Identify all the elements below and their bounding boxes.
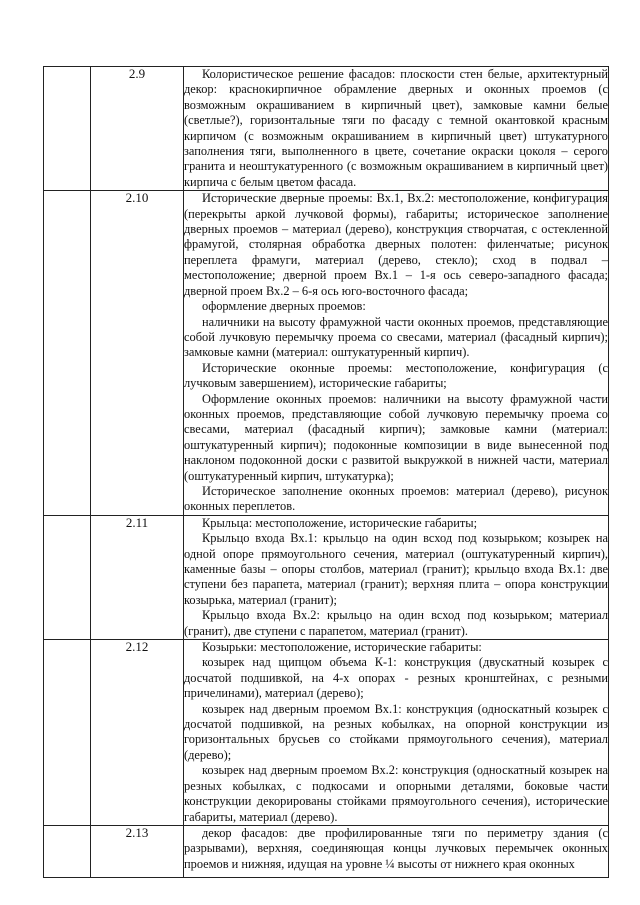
paragraph: Исторические оконные проемы: местоположение, конфигурация (с лучковым завершением), исторические габариты; bbox=[184, 360, 608, 391]
paragraph: Историческое заполнение оконных проемов: материал (дерево), рисунок оконных переплетов. bbox=[184, 483, 608, 514]
empty-cell bbox=[44, 67, 91, 191]
paragraph: Крыльцо входа Вх.1: крыльцо на один всход под козырьком; козырек на одной опоре прямоугольного сечения, материал (оштукатуренный кирпич), каменные базы – опоры столбов, материал (гранит); крыльцо входа Вх.1: две ступени без парапета, материал (гранит); верхняя плита – опора конструкции козырька, материал (гранит); bbox=[184, 531, 608, 607]
paragraph: козырек над дверным проемом Вх.1: конструкция (односкатный козырек с досчатой подшивкой, на резных кобылках, на опорной конструкции из горизонтальных брусьев со стойками прямоугольного сечения), материал (дерево); bbox=[184, 701, 608, 762]
paragraph: козырек над щипцом объема К-1: конструкция (двускатный козырек с досчатой подшивкой, на 4-х опорах - резных кронштейнах, с резными причелинами), материал (дерево); bbox=[184, 655, 608, 701]
table-row bbox=[44, 67, 609, 191]
paragraph: Крыльцо входа Вх.2: крыльцо на один всход под козырьком; материал (гранит), две ступени с парапетом, материал (гранит). bbox=[184, 608, 608, 638]
paragraph: Крыльца: местоположение, исторические габариты; bbox=[202, 515, 478, 530]
paragraph: козырек над дверным проемом Вх.2: конструкция (односкатный козырек на резных кобылках, с подкосами и опорными деталями, боковые части конструкции декорированы стойками прямоугольного сечения), исторические габариты, материал (дерево). bbox=[184, 763, 608, 824]
item-number: 2.13 bbox=[91, 825, 184, 877]
paragraph: наличники на высоту фрамужной части оконных проемов, представляющие собой лучковую перемычку проема со свесами, материал (фасадный кирпич); замковые камни (материал: оштукатуренный кирпич). bbox=[184, 314, 608, 360]
item-number: 2.10 bbox=[91, 191, 184, 516]
item-number: 2.9 bbox=[91, 67, 184, 191]
table-row bbox=[44, 825, 609, 877]
paragraph: декор фасадов: две профилированные тяги по периметру здания (с разрывами), верхняя, соединяющая концы лучковых перемычек оконных проемов и нижняя, идущая на уровне ¼ высоты от нижнего края оконных bbox=[184, 825, 608, 871]
specification-table bbox=[43, 66, 609, 878]
item-description bbox=[184, 515, 609, 639]
paragraph: Колористическое решение фасадов: плоскости стен белые, архитектурный декор: краснокирпичное обрамление дверных и оконных проемов (с возможным окрашиванием в кирпичный цвет), замковые камни белые (светлые?), горизонтальные тяги по фасаду с темной окантовкой красным кирпичом (с возможным окрашиванием в кирпичный цвет) штукатурного заполнения тяги, выполненного в цвете, сочетание окраски цоколя – серого гранита и неоштукатуренного (с возможным окрашиванием в кирпичный цвет) кирпича с белым цветом фасада. bbox=[184, 67, 608, 189]
item-description bbox=[184, 640, 609, 826]
empty-cell bbox=[44, 515, 91, 639]
empty-cell bbox=[44, 825, 91, 877]
item-number: 2.11 bbox=[91, 515, 184, 639]
item-number: 2.12 bbox=[91, 640, 184, 826]
item-description bbox=[184, 67, 609, 191]
empty-cell bbox=[44, 191, 91, 516]
table-row bbox=[44, 191, 609, 516]
table-row bbox=[44, 640, 609, 826]
item-description bbox=[184, 825, 609, 877]
paragraph: Козырьки: местоположение, исторические габариты: bbox=[202, 640, 482, 655]
paragraph: оформление дверных проемов: bbox=[202, 299, 366, 314]
paragraph: Оформление оконных проемов: наличники на высоту фрамужной части оконных проемов, представляющие собой лучковую перемычку проема со свесами, материал (фасадный кирпич); замковые камни (материал: оштукатуренный кирпич); подоконные композиции в виде вынесенной под наклоном подоконной доски с развитой выкружкой в нижней части, материал (оштукатуренный кирпич, штукатурка); bbox=[184, 391, 608, 483]
empty-cell bbox=[44, 640, 91, 826]
table-row bbox=[44, 515, 609, 639]
paragraph: Исторические дверные проемы: Вх.1, Вх.2: местоположение, конфигурация (перекрыты аркой лучковой формы), габариты; историческое заполнение дверных проемов – материал (дерево), конструкция створчатая, с остекленной фрамугой, столярная обработка дверных полотен: филенчатые; рисунок переплета фрамуги, материал (дерево, стекло); сход в подвал – местоположение; дверной проем Вх.1 – 1-я ось северо-западного фасада; дверной проем Вх.2 – 6-я ось юго-восточного фасада; bbox=[184, 191, 608, 298]
item-description bbox=[184, 191, 609, 516]
